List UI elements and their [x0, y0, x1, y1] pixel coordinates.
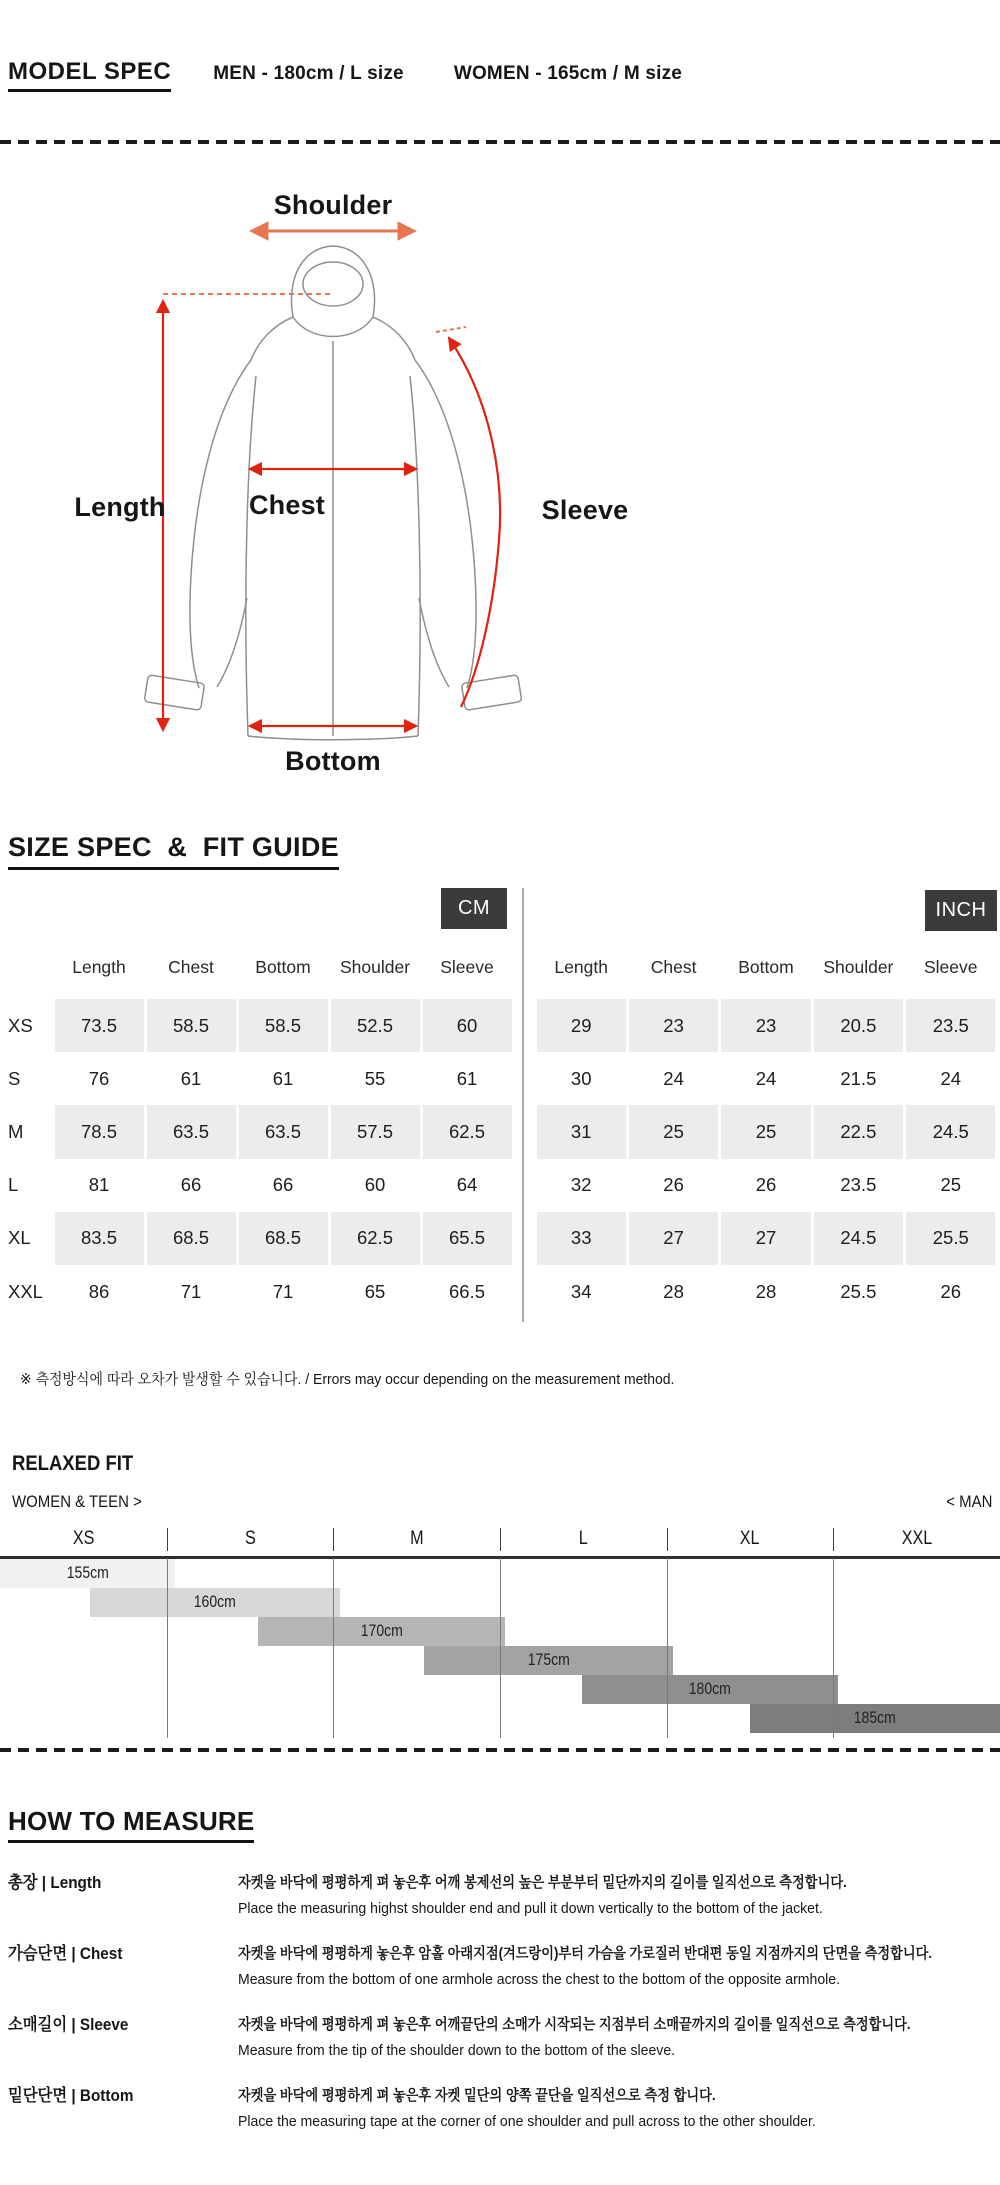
inch-value-cell: 28	[755, 1280, 777, 1302]
inch-value-cell: 27	[721, 1212, 810, 1265]
inch-value-cell: 24	[940, 1067, 962, 1089]
measure-description	[238, 1941, 1000, 1993]
inch-value-cell: 31	[537, 1105, 626, 1158]
size-axis-text: XL	[740, 1528, 760, 1549]
table-row	[8, 1265, 513, 1318]
column-grid-line	[167, 1558, 168, 1738]
inch-value-cell: 26	[940, 1280, 962, 1302]
cm-value-cell: 81	[88, 1174, 110, 1196]
cm-value-cell: 55	[364, 1067, 386, 1089]
measure-term: 밑단단면 | Bottom	[8, 2086, 134, 2105]
table-row	[535, 1052, 997, 1105]
cm-value-cell: 64	[456, 1174, 478, 1196]
column-grid-line	[833, 1558, 834, 1738]
inch-unit-badge: INCH	[925, 890, 997, 931]
size-axis-label-xl	[667, 1524, 834, 1554]
cm-value-cell: 63.5	[239, 1105, 328, 1158]
column-header-sleeve: Sleeve	[924, 956, 978, 977]
cm-value-cell: 83.5	[55, 1212, 144, 1265]
height-band-label: 155cm	[66, 1563, 109, 1582]
cm-value-cell: 58.5	[147, 999, 236, 1052]
cm-value-cell: 86	[88, 1280, 110, 1302]
cm-value-cell: 62.5	[331, 1212, 420, 1265]
inch-table-body	[535, 999, 997, 1318]
inch-value-cell: 21.5	[840, 1067, 877, 1089]
left-sleeve-outer	[190, 360, 251, 688]
height-band-bar	[582, 1675, 838, 1704]
size-axis-text: XS	[72, 1528, 95, 1549]
measure-description-korean: 자켓을 바닥에 평평하게 펴 놓은후 어깨 봉제선의 높은 부분부터 밑단까지의 길이를 일직선으로 측정합니다.	[238, 1874, 847, 1891]
table-row	[535, 1212, 997, 1265]
column-grid-line	[333, 1558, 334, 1738]
left-cuff	[144, 675, 205, 711]
inch-table-header	[535, 952, 997, 982]
measure-description	[238, 2012, 1000, 2064]
column-header-length: Length	[72, 956, 126, 977]
measure-description-english: Measure from the bottom of one armhole across the chest to the bottom of the opposite armhole.	[238, 1972, 841, 1988]
height-band-label: 180cm	[688, 1679, 732, 1698]
shoulder-label: Shoulder	[273, 190, 393, 220]
inch-value-cell: 25.5	[840, 1280, 877, 1302]
model-spec-men: MEN - 180cm / L size	[213, 63, 404, 84]
cm-table-body	[8, 999, 513, 1318]
axis-tick	[500, 1528, 501, 1551]
height-band-bar	[258, 1617, 505, 1646]
inch-value-cell: 28	[663, 1280, 684, 1302]
axis-tick	[833, 1528, 834, 1551]
inch-value-cell: 30	[570, 1067, 592, 1089]
measure-row	[0, 1870, 1000, 1922]
height-band-label: 160cm	[193, 1592, 237, 1611]
measure-description-english: Measure from the tip of the shoulder down to the bottom of the sleeve.	[238, 2043, 676, 2059]
cm-value-cell: 66	[180, 1174, 202, 1196]
size-axis-label-m	[333, 1524, 500, 1554]
left-sleeve-inner	[217, 598, 247, 687]
table-row	[8, 1159, 513, 1212]
inch-value-cell: 25	[629, 1105, 718, 1158]
chest-label: Chest	[248, 490, 325, 520]
size-axis-label-s	[167, 1524, 334, 1554]
size-axis-text: XXL	[901, 1528, 932, 1549]
cm-value-cell: 61	[272, 1067, 294, 1089]
axis-tick	[167, 1528, 168, 1551]
cm-value-cell: 62.5	[423, 1105, 512, 1158]
column-header-length: Length	[554, 956, 608, 977]
size-axis-text: S	[244, 1528, 256, 1549]
column-header-shoulder: Shoulder	[339, 956, 411, 977]
measure-description-korean: 자켓을 바닥에 평평하게 펴 놓은후 자켓 밑단의 양쪽 끝단을 일직선으로 측정 합니다.	[238, 2087, 716, 2104]
inch-value-cell: 24.5	[906, 1105, 995, 1158]
table-vertical-divider	[522, 888, 524, 1322]
cm-value-cell: 65.5	[423, 1212, 512, 1265]
axis-tick	[667, 1528, 668, 1551]
inch-value-cell: 24	[663, 1067, 684, 1089]
fit-guide-title: RELAXED FIT	[12, 1452, 134, 1475]
cm-value-cell: 58.5	[239, 999, 328, 1052]
model-spec-title: MODEL SPEC	[8, 58, 171, 92]
cm-value-cell: 76	[88, 1067, 110, 1089]
inch-value-cell: 23	[629, 999, 718, 1052]
inch-value-cell: 27	[629, 1212, 718, 1265]
inch-value-cell: 26	[663, 1174, 684, 1196]
size-axis-text: M	[409, 1528, 424, 1549]
cm-value-cell: 66.5	[448, 1280, 485, 1302]
right-shoulder-seam	[373, 317, 415, 360]
table-row	[8, 999, 513, 1052]
cm-value-cell: 57.5	[331, 1105, 420, 1158]
measure-description-korean: 자켓을 바닥에 평평하게 놓은후 암홀 아래지점(겨드랑이)부터 가슴을 가로질러 반대편 동일 지점까지의 단면을 측정합니다.	[238, 1945, 933, 1962]
table-row	[535, 1105, 997, 1158]
cm-value-cell: 73.5	[55, 999, 144, 1052]
height-band-label: 175cm	[527, 1650, 570, 1669]
size-row-label: XS	[8, 1014, 33, 1036]
cm-value-cell: 78.5	[55, 1105, 144, 1158]
right-sleeve-inner	[419, 598, 449, 687]
cm-value-cell: 71	[272, 1280, 294, 1302]
model-spec-header	[8, 58, 682, 92]
inch-value-cell: 24	[755, 1067, 777, 1089]
jacket-diagram-svg	[0, 160, 1000, 805]
jacket-measurement-diagram	[0, 160, 1000, 805]
height-band-bar	[750, 1704, 1000, 1733]
cm-value-cell: 63.5	[147, 1105, 236, 1158]
cm-value-cell: 52.5	[331, 999, 420, 1052]
length-label: Length	[74, 492, 166, 522]
inch-value-cell: 25.5	[906, 1212, 995, 1265]
table-row	[8, 1105, 513, 1158]
column-header-shoulder: Shoulder	[823, 956, 894, 977]
cm-value-cell: 61	[180, 1067, 202, 1089]
dashed-divider-bottom	[0, 1748, 1000, 1752]
column-header-chest: Chest	[650, 956, 697, 977]
neck-opening	[303, 262, 363, 306]
column-header-sleeve: Sleeve	[440, 956, 494, 977]
column-header-bottom: Bottom	[738, 956, 794, 977]
measure-row	[0, 2083, 1000, 2135]
size-axis-text: L	[578, 1528, 588, 1549]
inch-value-cell: 23	[721, 999, 810, 1052]
inch-value-cell: 22.5	[814, 1105, 903, 1158]
inch-value-cell: 34	[570, 1280, 592, 1302]
hem-line	[248, 736, 418, 740]
cm-value-cell: 60	[364, 1174, 386, 1196]
inch-value-cell: 29	[537, 999, 626, 1052]
cm-value-cell: 71	[180, 1280, 202, 1302]
measure-row	[0, 1941, 1000, 1993]
column-header-chest: Chest	[168, 956, 214, 977]
measure-description-english: Place the measuring tape at the corner of one shoulder and pull across to the other shoulder.	[238, 2114, 816, 2130]
size-row-label: XXL	[8, 1280, 43, 1302]
height-band-label: 170cm	[360, 1621, 403, 1640]
size-row-label: M	[8, 1120, 24, 1142]
how-to-measure-rows	[0, 1870, 1000, 2154]
measure-term: 가슴단면 | Chest	[8, 1944, 123, 1963]
measure-term: 소매길이 | Sleeve	[8, 2015, 129, 2034]
right-sleeve-outer	[415, 360, 476, 688]
right-body-seam	[410, 376, 420, 736]
measure-term: 총장 | Length	[8, 1873, 102, 1892]
size-axis-label-xxl	[833, 1524, 1000, 1554]
inch-value-cell: 20.5	[814, 999, 903, 1052]
size-axis-label-l	[500, 1524, 667, 1554]
left-body-seam	[246, 376, 256, 736]
relaxed-fit-chart	[0, 1452, 1000, 1742]
measure-description	[238, 2083, 834, 2135]
table-row	[535, 1159, 997, 1212]
model-spec-women: WOMEN - 165cm / M size	[453, 63, 683, 84]
cm-value-cell: 60	[423, 999, 512, 1052]
cm-value-cell: 65	[364, 1280, 386, 1302]
inch-value-cell: 26	[755, 1174, 777, 1196]
inch-value-cell: 33	[537, 1212, 626, 1265]
cm-unit-badge: CM	[441, 888, 507, 929]
table-row	[535, 1265, 997, 1318]
sleeve-label: Sleeve	[541, 495, 629, 525]
size-spec-title: SIZE SPEC & FIT GUIDE	[8, 832, 339, 870]
size-row-label: S	[8, 1067, 21, 1089]
sleeve-guide-dash	[436, 327, 466, 332]
height-band-label: 185cm	[853, 1708, 897, 1727]
measure-description	[238, 1870, 930, 1922]
cm-value-cell: 68.5	[147, 1212, 236, 1265]
inch-value-cell: 23.5	[840, 1174, 877, 1196]
bottom-label: Bottom	[285, 746, 381, 776]
dashed-divider-top	[0, 140, 1000, 144]
table-row	[8, 1212, 513, 1265]
size-row-label: L	[8, 1174, 19, 1196]
table-row	[535, 999, 997, 1052]
how-to-measure-title: HOW TO MEASURE	[8, 1806, 254, 1843]
size-axis-label-xs	[0, 1524, 167, 1554]
cm-value-cell: 61	[456, 1067, 478, 1089]
axis-tick	[333, 1528, 334, 1551]
size-row-label: XL	[8, 1227, 31, 1249]
cm-value-cell: 66	[272, 1174, 294, 1196]
left-shoulder-seam	[251, 317, 293, 360]
measure-description-english: Place the measuring highst shoulder end and pull it down vertically to the bottom of the jacket.	[238, 1901, 823, 1917]
measure-description-korean: 자켓을 바닥에 평평하게 펴 놓은후 어깨끝단의 소매가 시작되는 지점부터 소매끝까지의 길이를 일직선으로 측정합니다.	[238, 2016, 911, 2033]
inch-value-cell: 32	[570, 1174, 592, 1196]
cm-value-cell: 68.5	[239, 1212, 328, 1265]
inch-value-cell: 24.5	[814, 1212, 903, 1265]
cm-table-header	[8, 952, 513, 982]
column-grid-line	[500, 1558, 501, 1738]
column-header-bottom: Bottom	[255, 956, 311, 977]
height-band-bar	[90, 1588, 340, 1617]
height-band-bar	[0, 1559, 175, 1588]
inch-value-cell: 25	[721, 1105, 810, 1158]
inch-value-cell: 25	[940, 1174, 962, 1196]
inch-value-cell: 23.5	[906, 999, 995, 1052]
column-grid-line	[667, 1558, 668, 1738]
collar-base-seam	[293, 317, 373, 337]
table-row	[8, 1052, 513, 1105]
fit-guide-left-label: WOMEN & TEEN >	[12, 1492, 142, 1511]
measure-row	[0, 2012, 1000, 2064]
measurement-note: ※ 측정방식에 따라 오차가 발생할 수 있습니다. / Errors may occur depending on the measurement method.	[20, 1371, 675, 1388]
right-cuff	[461, 675, 522, 711]
height-band-bar	[424, 1646, 673, 1675]
fit-guide-right-label: < MAN	[945, 1492, 992, 1511]
